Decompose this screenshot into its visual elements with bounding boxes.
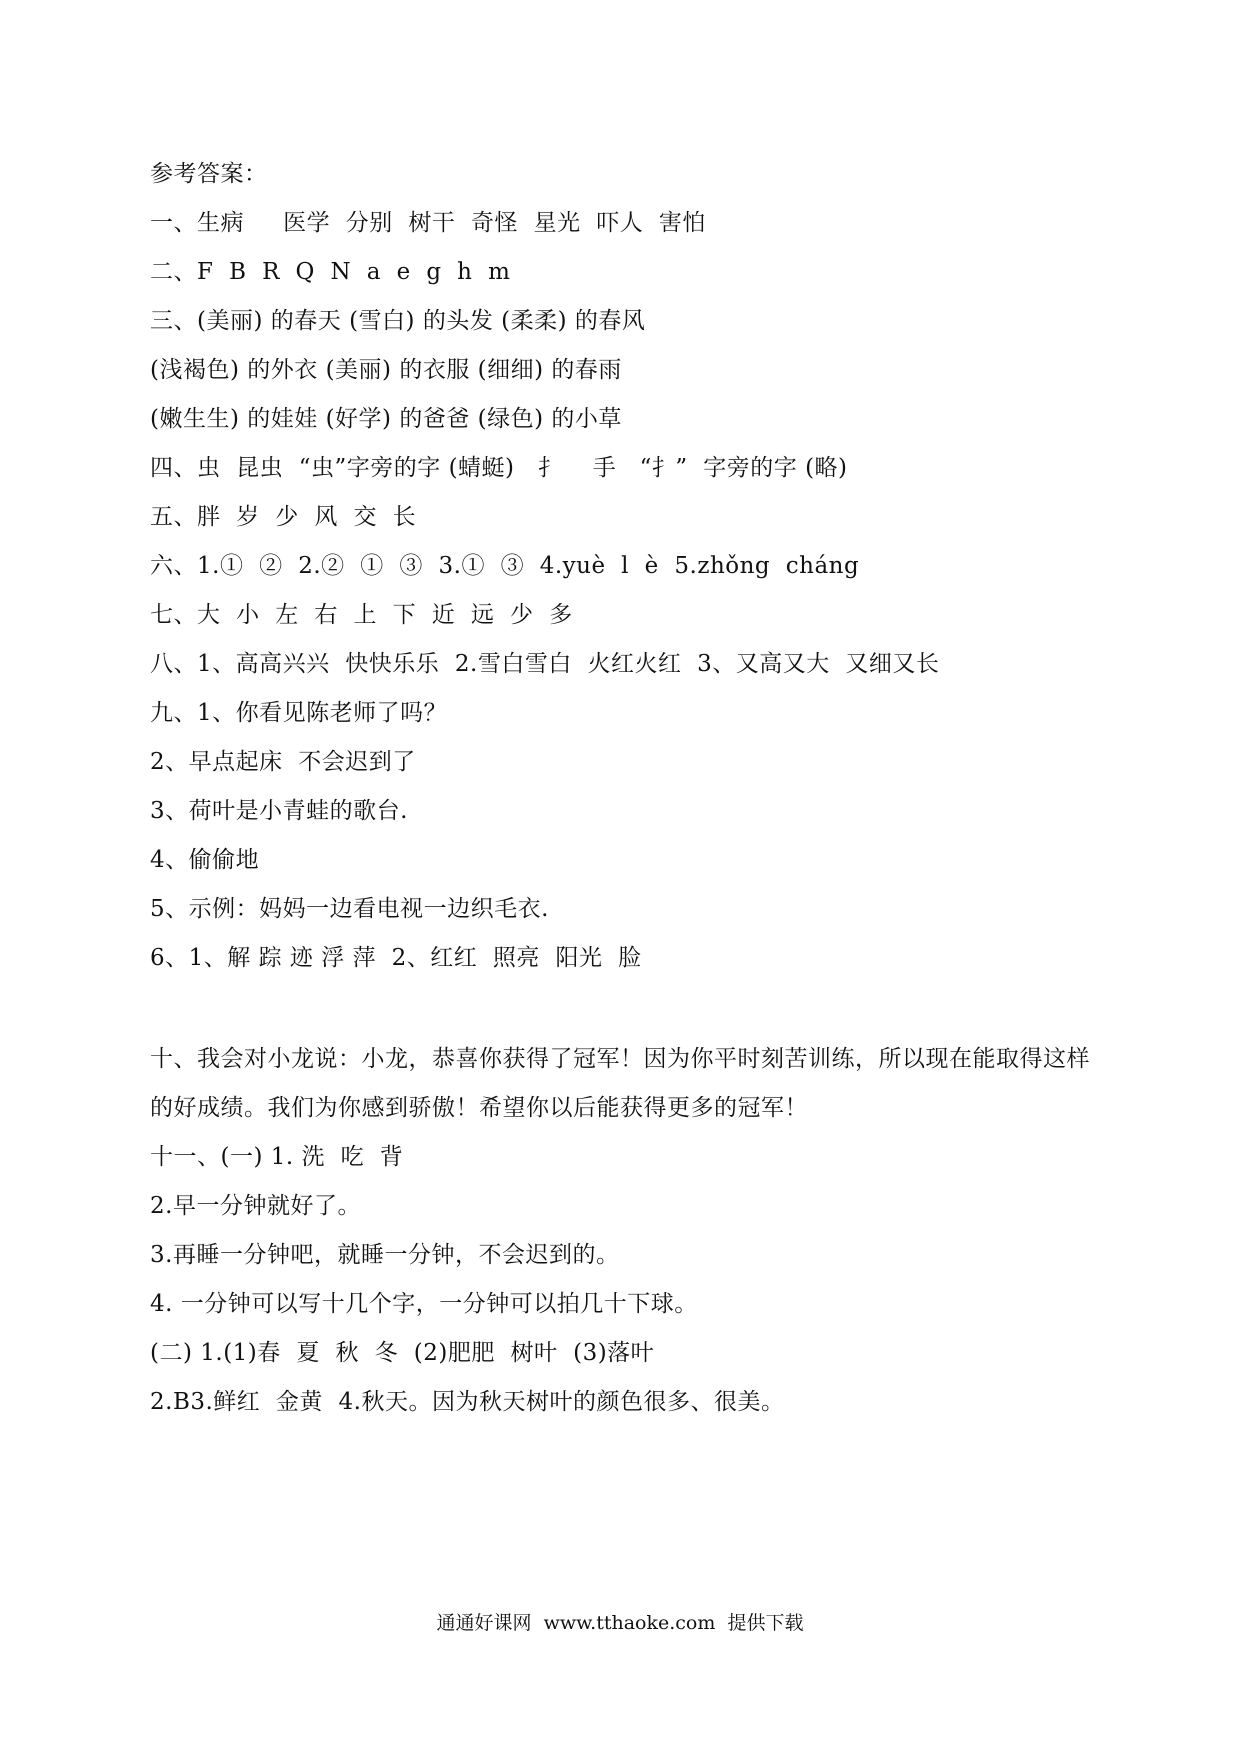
- answer-line-3: 三、(美丽) 的春天 (雪白) 的头发 (柔柔) 的春风: [150, 308, 646, 334]
- answer-line-2: 二、F B R Q N a e g h m: [150, 259, 511, 285]
- answer-line-11-part-2: (二) 1.(1)春 夏 秋 冬 (2)肥肥 树叶 (3)落叶: [150, 1340, 655, 1366]
- answer-line-9-5: 5、示例：妈妈一边看电视一边织毛衣.: [150, 896, 549, 922]
- answer-line-9-3: 3、荷叶是小青蛙的歌台.: [150, 798, 408, 824]
- answer-line-6: 六、1.① ② 2.② ① ③ 3.① ③ 4.yuè l è 5.zhǒng cháng: [150, 553, 860, 579]
- answer-line-9-6: 6、1、解 踪 迹 浮 萍 2、红红 照亮 阳光 脸: [150, 945, 642, 971]
- footer-credit: 通通好课网 www.tthaoke.com 提供下载: [436, 1612, 804, 1634]
- answer-line-3-cont-2: (嫩生生) 的娃娃 (好学) 的爸爸 (绿色) 的小草: [150, 406, 622, 432]
- answer-paragraph-10: 十、我会对小龙说：小龙，恭喜你获得了冠军！因为你平时刻苦训练，所以现在能取得这样的好成绩。我们为你感到骄傲！希望你以后能获得更多的冠军！: [150, 1046, 1090, 1121]
- answer-heading: 参考答案：: [150, 161, 268, 187]
- answer-line-5: 五、胖 岁 少 风 交 长: [150, 504, 417, 530]
- section-gap: [150, 983, 1110, 1035]
- answer-line-9-2: 2、早点起床 不会迟到了: [150, 749, 416, 775]
- answer-line-9-4: 4、偷偷地: [150, 847, 260, 873]
- answer-line-11-part-2-cont: 2.B3.鲜红 金黄 4.秋天。因为秋天树叶的颜色很多、很美。: [150, 1389, 785, 1415]
- answer-line-11-3: 3.再睡一分钟吧，就睡一分钟，不会迟到的。: [150, 1242, 620, 1268]
- answer-line-7: 七、大 小 左 右 上 下 近 远 少 多: [150, 602, 573, 628]
- answer-line-3-cont-1: (浅褐色) 的外衣 (美丽) 的衣服 (细细) 的春雨: [150, 357, 622, 383]
- answer-content: [150, 150, 1110, 1427]
- answer-line-11: 十一、(一) 1. 洗 吃 背: [150, 1144, 404, 1170]
- answer-line-8: 八、1、高高兴兴 快快乐乐 2.雪白雪白 火红火红 3、又高又大 又细又长: [150, 651, 940, 677]
- answer-line-11-4: 4. 一分钟可以写十几个字，一分钟可以拍几十下球。: [150, 1291, 698, 1317]
- answer-line-11-2: 2.早一分钟就好了。: [150, 1193, 361, 1219]
- answer-line-9: 九、1、你看见陈老师了吗？: [150, 700, 448, 726]
- answer-line-4: 四、虫 昆虫 “虫”字旁的字 (蜻蜓) 扌 手 “扌” 字旁的字 (略): [150, 455, 848, 481]
- answer-line-1: 一、生病 医学 分别 树干 奇怪 星光 吓人 害怕: [150, 210, 706, 236]
